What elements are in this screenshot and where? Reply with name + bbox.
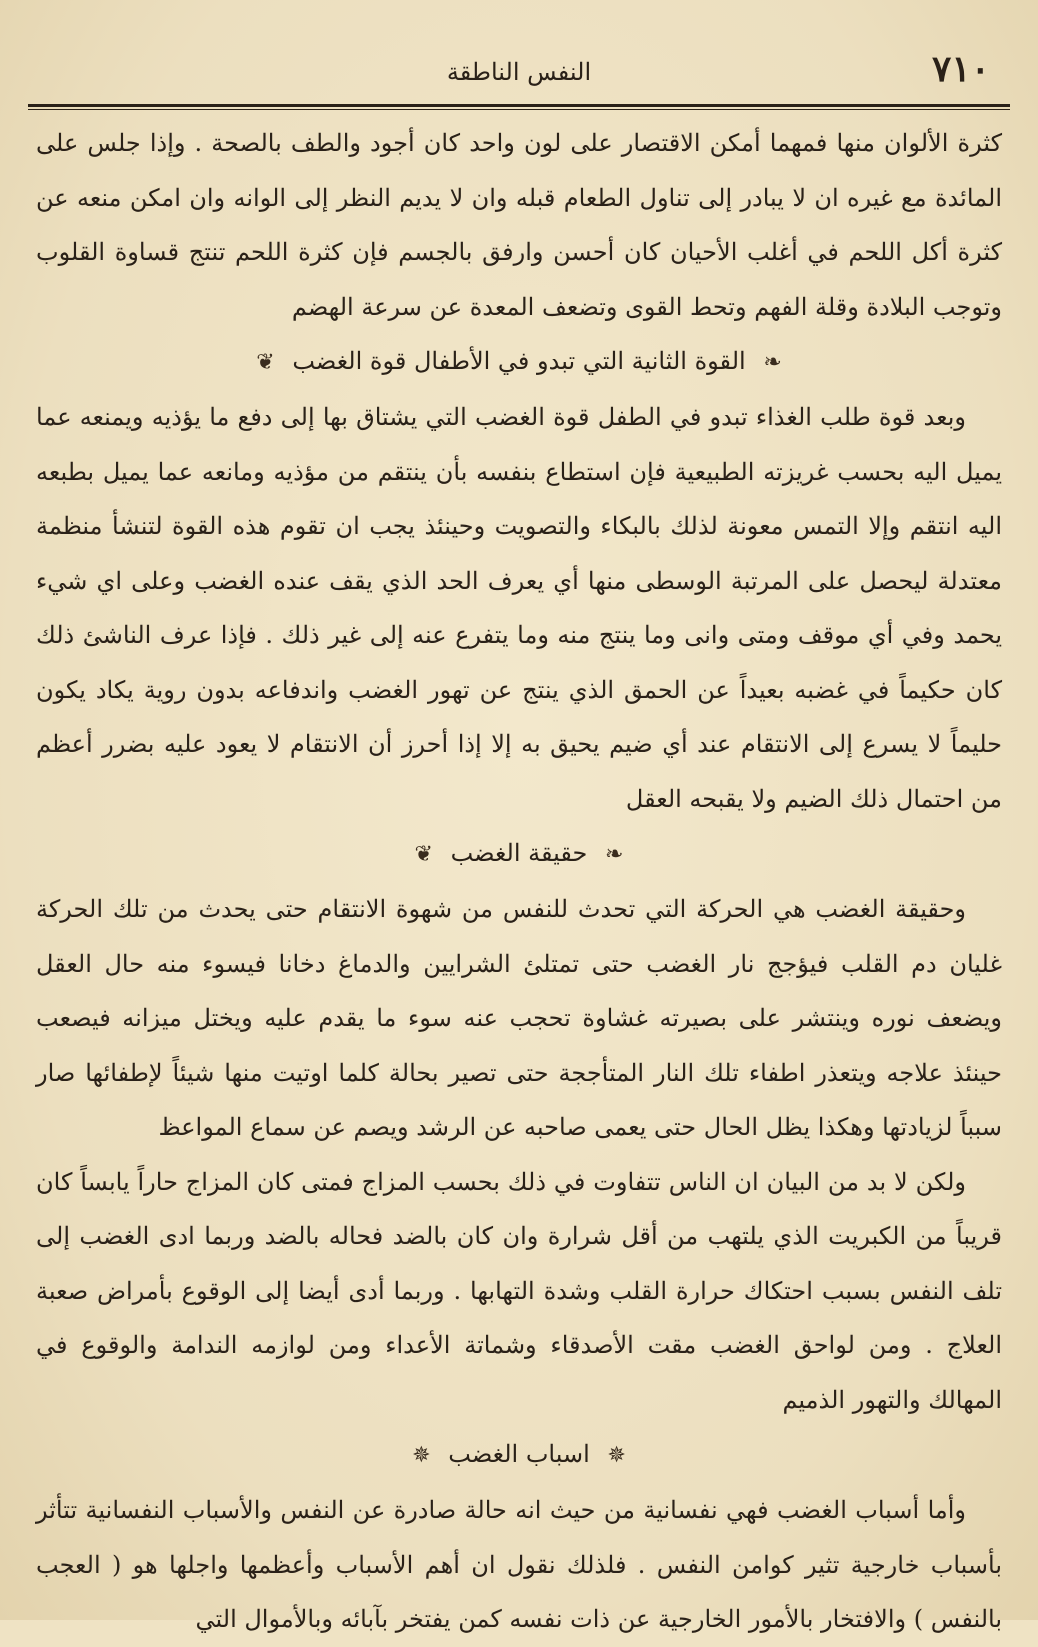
header-rule-thin	[28, 109, 1010, 110]
floral-ornament-icon: ❧	[763, 350, 782, 375]
heading-text: حقيقة الغضب	[450, 839, 588, 867]
section-heading	[36, 826, 1002, 882]
star-ornament-icon: ✵	[607, 1443, 626, 1468]
page-header	[30, 48, 1008, 98]
floral-ornament-icon: ❧	[605, 842, 624, 867]
section-heading	[36, 334, 1002, 390]
floral-ornament-icon: ❦	[414, 842, 433, 867]
heading-text: اسباب الغضب	[448, 1440, 590, 1468]
star-ornament-icon: ✵	[412, 1443, 431, 1468]
page-number: ٧١٠	[931, 48, 990, 90]
paragraph: كثرة الألوان منها فمهما أمكن الاقتصار على لون واحد كان أجود والطف بالصحة . وإذا جلس على المائدة مع غيره ان لا يبادر إلى تناول الطعام قبله وان لا يديم النظر إلى الوانه وان امكن منعه عن كثرة أكل اللحم في أغلب الأحيان كان أحسن وارفق بالجسم فإن كثرة اللحم تنتج قساوة القلوب وتوجب البلادة وقلة الفهم وتحط القوى وتضعف المعدة عن سرعة الهضم	[36, 129, 1003, 321]
header-rule	[28, 104, 1010, 107]
paragraph: وبعد قوة طلب الغذاء تبدو في الطفل قوة الغضب التي يشتاق بها إلى دفع ما يؤذيه ويمنعه عما يميل اليه بحسب غريزته الطبيعية فإن استطاع بنفسه بأن ينتقم من مؤذيه ومانعه عما يميل بطبعه اليه انتقم وإلا التمس معونة لذلك بالبكاء والتصويت وحينئذ يجب ان تقوم هذه القوة لتنشأ منظمة معتدلة ليحصل على المرتبة الوسطى منها أي يعرف الحد الذي يقف عنده الغضب وعلى اي شيء يحمد وفي أي موقف ومتى وانى وما ينتج منه وما يتفرع عنه إلى غير ذلك . فإذا عرف الناشئ ذلك كان حكيماً في غضبه بعيداً عن الحمق الذي ينتج عن تهور الغضب واندفاعه بدون روية يكاد يكون حليماً لا يسرع إلى الانتقام عند أي ضيم يحيق به إلا إذا أحرز أن الانتقام لا يعود عليه بضرر أعظم من احتمال ذلك الضيم ولا يقبحه العقل	[36, 403, 1002, 813]
page-body	[36, 116, 1002, 1647]
paragraph: وحقيقة الغضب هي الحركة التي تحدث للنفس من شهوة الانتقام حتى يحدث من تلك الحركة غليان دم القلب فيؤجج نار الغضب حتى تمتلئ الشرايين والدماغ دخانا فيسوء منه حال العقل ويضعف نوره وينتشر على بصيرته غشاوة تحجب عنه سوء ما يقدم عليه ويختل ميزانه فيصعب حينئذ علاجه ويتعذر اطفاء تلك النار المتأججة حتى تصير بحالة كلما اوتيت منها شيئاً لإطفائها صار سبباً لزيادتها وهكذا يظل الحال حتى يعمى صاحبه عن الرشد ويصم عن سماع المواعظ	[36, 895, 1002, 1141]
floral-ornament-icon: ❦	[256, 350, 275, 375]
paragraph: ولكن لا بد من البيان ان الناس تتفاوت في ذلك بحسب المزاج فمتى كان المزاج حاراً يابساً كان قريباً من الكبريت الذي يلتهب من أقل شرارة وان كان بالضد فحاله بالضد وربما ادى الغضب إلى تلف النفس بسبب احتكاك حرارة القلب وشدة التهابها . وربما أدى أيضا إلى الوقوع بأمراض صعبة العلاج . ومن لواحق الغضب مقت الأصدقاء وشماتة الأعداء ومن لوازمه الندامة والوقوع في المهالك والتهور الذميم	[36, 1167, 1002, 1414]
heading-text: القوة الثانية التي تبدو في الأطفال قوة الغضب	[292, 347, 746, 375]
paragraph: وأما أسباب الغضب فهي نفسانية من حيث انه حالة صادرة عن النفس والأسباب النفسانية تتأثر بأسباب خارجية تثير كوامن النفس . فلذلك نقول ان أهم الأسباب وأعظمها واجلها هو ( العجب بالنفس ) والافتخار بالأمور الخارجية عن ذات نفسه كمن يفتخر بآبائه وبالأموال التي	[36, 1496, 1002, 1633]
section-heading	[36, 1427, 1002, 1483]
running-title: النفس الناطقة	[446, 58, 592, 86]
